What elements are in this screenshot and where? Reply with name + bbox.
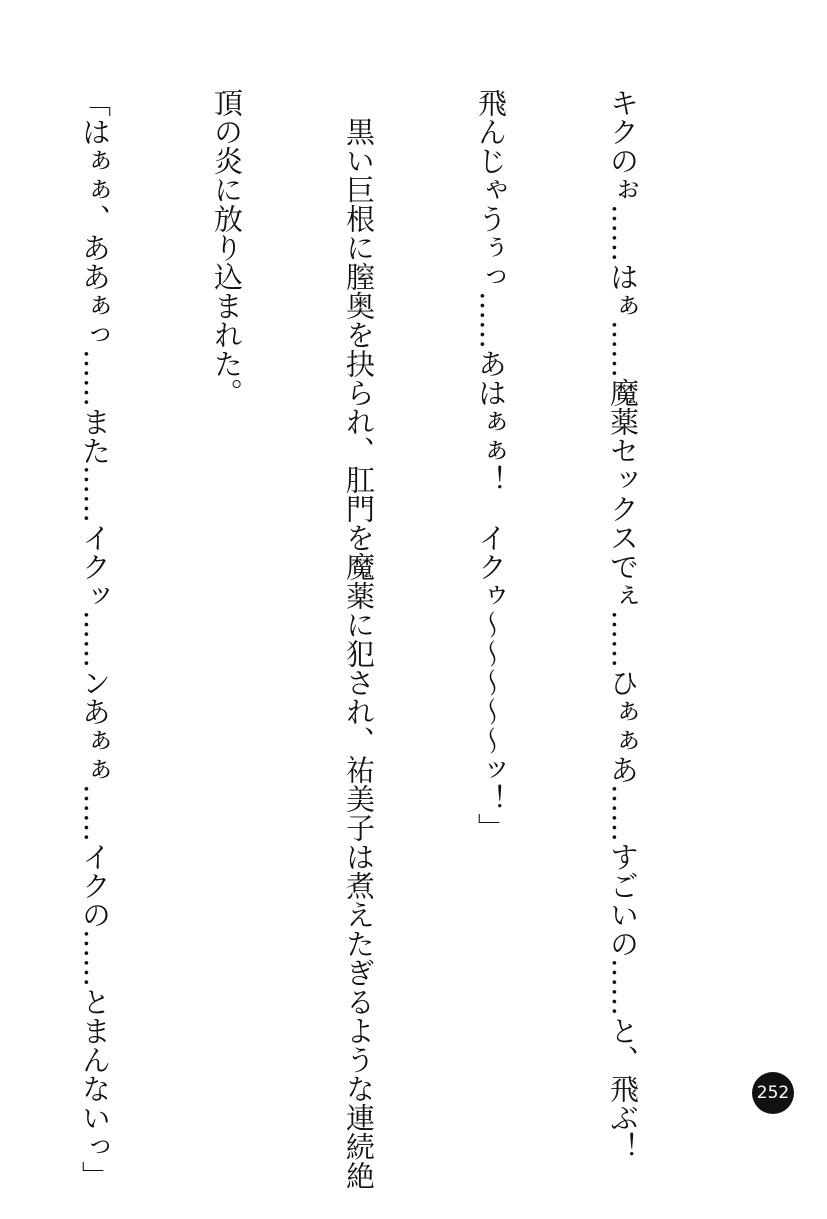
vertical-text-body [0, 88, 733, 1190]
text-line: キクのぉ……はぁ……魔薬セックスでぇ……ひぁぁあ……すごいの……と、飛ぶ！ [606, 88, 640, 1161]
text-line: 「はぁぁ、ああぁっ……また……イクッ……ンあぁぁ……イクの……とまんないっ」 [78, 88, 112, 1190]
page-number-badge: 252 [752, 1072, 794, 1114]
text-line: 頂の炎に放り込まれた。 [210, 88, 244, 407]
text-line: 飛んじゃうぅっ……あはぁぁ！ イクゥ～～～～～ッ！」 [474, 88, 508, 842]
text-line: 黒い巨根に膣奥を抉られ、肛門を魔薬に犯され、祐美子は煮えたぎるような連続絶 [342, 88, 376, 1190]
